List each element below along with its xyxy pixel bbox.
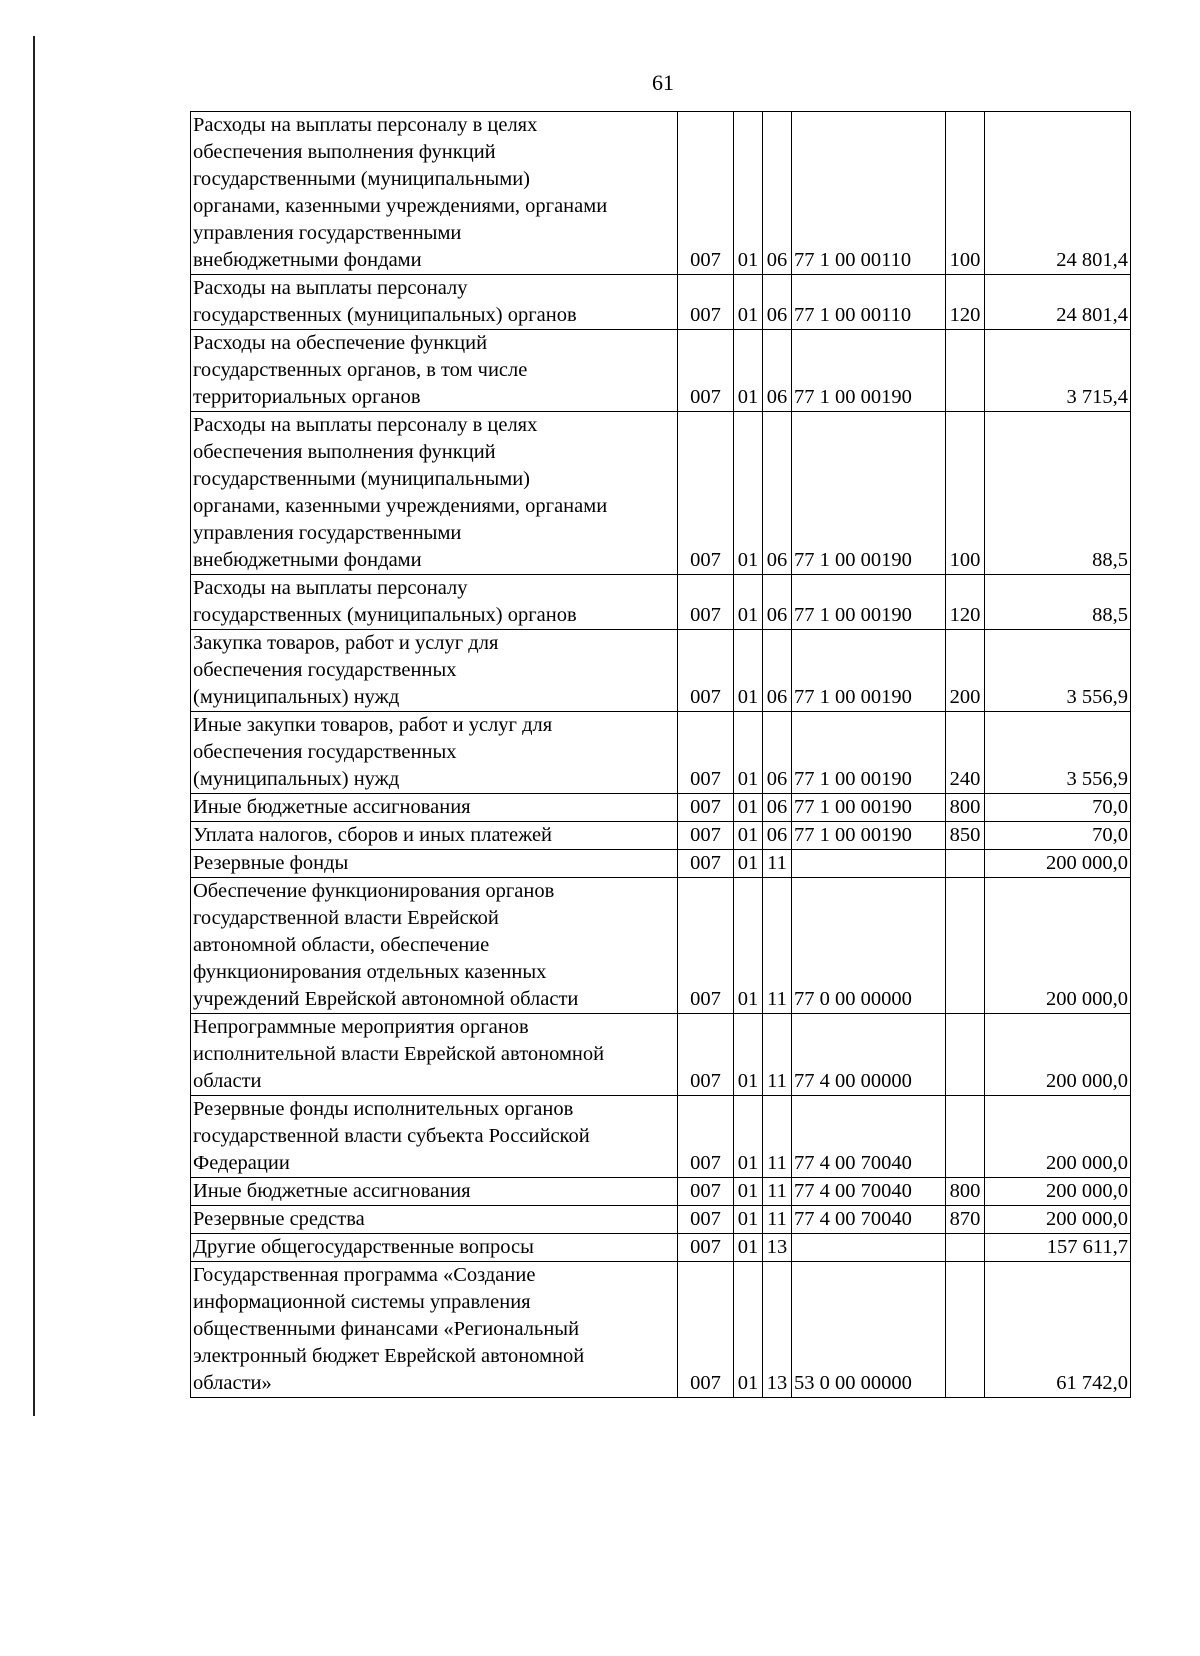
ministry-code-cell: 007 bbox=[678, 1262, 734, 1398]
amount-cell: 3 556,9 bbox=[985, 630, 1131, 712]
page-number: 61 bbox=[652, 70, 674, 95]
subsection-code-cell: 11 bbox=[763, 1096, 792, 1178]
expense-name-line: (муниципальных) нужд bbox=[193, 768, 400, 790]
table-row bbox=[191, 1262, 1131, 1398]
table-row bbox=[191, 850, 1131, 878]
section-code-cell: 01 bbox=[734, 630, 763, 712]
table-row bbox=[191, 794, 1131, 822]
expense-type-code-cell bbox=[946, 1014, 985, 1096]
expense-name-line: Государственная программа «Создание bbox=[193, 1264, 536, 1286]
subsection-code-cell: 06 bbox=[763, 112, 792, 275]
table-row bbox=[191, 1096, 1131, 1178]
expense-name-line: Резервные фонды исполнительных органов bbox=[193, 1098, 574, 1120]
expense-type-code-cell: 120 bbox=[946, 275, 985, 330]
table-row bbox=[191, 330, 1131, 412]
expense-type-code-cell: 100 bbox=[946, 112, 985, 275]
ministry-code-cell: 007 bbox=[678, 575, 734, 630]
expense-name-line: Уплата налогов, сборов и иных платежей bbox=[193, 824, 553, 846]
budget-table bbox=[190, 111, 1131, 1398]
target-article-code-cell: 77 1 00 00190 bbox=[792, 712, 946, 794]
section-code-cell: 01 bbox=[734, 712, 763, 794]
subsection-code-cell: 06 bbox=[763, 794, 792, 822]
table-row bbox=[191, 712, 1131, 794]
ministry-code-cell: 007 bbox=[678, 112, 734, 275]
expense-name-cell bbox=[191, 878, 678, 1014]
expense-name-cell bbox=[191, 630, 678, 712]
section-code-cell: 01 bbox=[734, 1014, 763, 1096]
amount-cell: 88,5 bbox=[985, 412, 1131, 575]
target-article-code-cell: 77 4 00 70040 bbox=[792, 1178, 946, 1206]
expense-type-code-cell: 870 bbox=[946, 1206, 985, 1234]
expense-name-line: области bbox=[193, 1070, 262, 1092]
expense-type-code-cell bbox=[946, 1234, 985, 1262]
expense-name-cell bbox=[191, 330, 678, 412]
expense-name-line: Расходы на выплаты персоналу в целях bbox=[193, 114, 538, 136]
left-margin-line bbox=[33, 36, 35, 1416]
ministry-code-cell: 007 bbox=[678, 712, 734, 794]
section-code-cell: 01 bbox=[734, 112, 763, 275]
ministry-code-cell: 007 bbox=[678, 822, 734, 850]
expense-name-line: (муниципальных) нужд bbox=[193, 686, 400, 708]
table-row bbox=[191, 112, 1131, 275]
target-article-code-cell: 77 1 00 00110 bbox=[792, 112, 946, 275]
expense-name-cell bbox=[191, 412, 678, 575]
expense-name-cell bbox=[191, 1096, 678, 1178]
subsection-code-cell: 06 bbox=[763, 330, 792, 412]
expense-name-line: Расходы на выплаты персоналу bbox=[193, 577, 468, 599]
expense-type-code-cell: 100 bbox=[946, 412, 985, 575]
budget-table-body bbox=[191, 112, 1131, 1398]
target-article-code-cell: 77 1 00 00190 bbox=[792, 630, 946, 712]
ministry-code-cell: 007 bbox=[678, 1014, 734, 1096]
amount-cell: 200 000,0 bbox=[985, 1014, 1131, 1096]
expense-type-code-cell: 800 bbox=[946, 1178, 985, 1206]
subsection-code-cell: 06 bbox=[763, 575, 792, 630]
expense-name-line: управления государственными bbox=[193, 522, 462, 544]
expense-name-cell bbox=[191, 1234, 678, 1262]
expense-type-code-cell bbox=[946, 330, 985, 412]
expense-type-code-cell: 120 bbox=[946, 575, 985, 630]
expense-name-line: государственных органов, в том числе bbox=[193, 359, 528, 381]
expense-name-line: Расходы на выплаты персоналу в целях bbox=[193, 414, 538, 436]
expense-name-cell bbox=[191, 794, 678, 822]
expense-name-line: государственной власти Еврейской bbox=[193, 907, 499, 929]
amount-cell: 88,5 bbox=[985, 575, 1131, 630]
amount-cell: 70,0 bbox=[985, 822, 1131, 850]
section-code-cell: 01 bbox=[734, 822, 763, 850]
expense-type-code-cell bbox=[946, 850, 985, 878]
amount-cell: 24 801,4 bbox=[985, 275, 1131, 330]
expense-name-line: Закупка товаров, работ и услуг для bbox=[193, 632, 499, 654]
expense-type-code-cell: 800 bbox=[946, 794, 985, 822]
amount-cell: 200 000,0 bbox=[985, 878, 1131, 1014]
expense-name-line: Обеспечение функционирования органов bbox=[193, 880, 555, 902]
target-article-code-cell: 77 4 00 70040 bbox=[792, 1206, 946, 1234]
ministry-code-cell: 007 bbox=[678, 630, 734, 712]
subsection-code-cell: 06 bbox=[763, 630, 792, 712]
expense-name-line: государственных (муниципальных) органов bbox=[193, 604, 577, 626]
target-article-code-cell: 53 0 00 00000 bbox=[792, 1262, 946, 1398]
ministry-code-cell: 007 bbox=[678, 850, 734, 878]
section-code-cell: 01 bbox=[734, 850, 763, 878]
expense-name-cell bbox=[191, 1206, 678, 1234]
expense-name-cell bbox=[191, 1262, 678, 1398]
expense-name-line: внебюджетными фондами bbox=[193, 249, 422, 271]
target-article-code-cell: 77 1 00 00190 bbox=[792, 330, 946, 412]
expense-name-line: Непрограммные мероприятия органов bbox=[193, 1016, 529, 1038]
subsection-code-cell: 11 bbox=[763, 1014, 792, 1096]
subsection-code-cell: 06 bbox=[763, 822, 792, 850]
target-article-code-cell bbox=[792, 850, 946, 878]
ministry-code-cell: 007 bbox=[678, 1234, 734, 1262]
subsection-code-cell: 06 bbox=[763, 275, 792, 330]
expense-name-line: информационной системы управления bbox=[193, 1291, 531, 1313]
subsection-code-cell: 06 bbox=[763, 412, 792, 575]
section-code-cell: 01 bbox=[734, 878, 763, 1014]
expense-name-line: Иные бюджетные ассигнования bbox=[193, 796, 471, 818]
expense-type-code-cell: 200 bbox=[946, 630, 985, 712]
table-row bbox=[191, 575, 1131, 630]
expense-name-line: внебюджетными фондами bbox=[193, 549, 422, 571]
expense-name-cell bbox=[191, 850, 678, 878]
expense-name-line: Резервные фонды bbox=[193, 852, 349, 874]
expense-name-cell bbox=[191, 275, 678, 330]
ministry-code-cell: 007 bbox=[678, 794, 734, 822]
table-row bbox=[191, 412, 1131, 575]
expense-name-line: учреждений Еврейской автономной области bbox=[193, 988, 579, 1010]
amount-cell: 24 801,4 bbox=[985, 112, 1131, 275]
expense-name-line: автономной области, обеспечение bbox=[193, 934, 490, 956]
expense-type-code-cell bbox=[946, 1096, 985, 1178]
expense-name-line: обеспечения государственных bbox=[193, 659, 457, 681]
table-row bbox=[191, 1234, 1131, 1262]
ministry-code-cell: 007 bbox=[678, 1178, 734, 1206]
subsection-code-cell: 11 bbox=[763, 878, 792, 1014]
ministry-code-cell: 007 bbox=[678, 275, 734, 330]
table-row bbox=[191, 1014, 1131, 1096]
amount-cell: 200 000,0 bbox=[985, 1178, 1131, 1206]
subsection-code-cell: 11 bbox=[763, 850, 792, 878]
target-article-code-cell: 77 4 00 70040 bbox=[792, 1096, 946, 1178]
ministry-code-cell: 007 bbox=[678, 1206, 734, 1234]
amount-cell: 200 000,0 bbox=[985, 1096, 1131, 1178]
target-article-code-cell: 77 1 00 00110 bbox=[792, 275, 946, 330]
expense-name-line: обеспечения государственных bbox=[193, 741, 457, 763]
target-article-code-cell: 77 1 00 00190 bbox=[792, 794, 946, 822]
table-row bbox=[191, 630, 1131, 712]
amount-cell: 70,0 bbox=[985, 794, 1131, 822]
amount-cell: 200 000,0 bbox=[985, 1206, 1131, 1234]
subsection-code-cell: 11 bbox=[763, 1206, 792, 1234]
expense-name-line: территориальных органов bbox=[193, 386, 421, 408]
expense-name-line: общественными финансами «Региональный bbox=[193, 1318, 580, 1340]
table-row bbox=[191, 878, 1131, 1014]
amount-cell: 3 715,4 bbox=[985, 330, 1131, 412]
table-row bbox=[191, 822, 1131, 850]
section-code-cell: 01 bbox=[734, 275, 763, 330]
target-article-code-cell: 77 1 00 00190 bbox=[792, 412, 946, 575]
subsection-code-cell: 13 bbox=[763, 1234, 792, 1262]
expense-name-line: Иные бюджетные ассигнования bbox=[193, 1180, 471, 1202]
target-article-code-cell: 77 0 00 00000 bbox=[792, 878, 946, 1014]
expense-name-line: исполнительной власти Еврейской автономной bbox=[193, 1043, 605, 1065]
section-code-cell: 01 bbox=[734, 1262, 763, 1398]
section-code-cell: 01 bbox=[734, 1096, 763, 1178]
expense-name-line: государственных (муниципальных) органов bbox=[193, 304, 577, 326]
subsection-code-cell: 13 bbox=[763, 1262, 792, 1398]
expense-name-line: Федерации bbox=[193, 1152, 290, 1174]
expense-name-line: управления государственными bbox=[193, 222, 462, 244]
expense-name-line: Расходы на выплаты персоналу bbox=[193, 277, 468, 299]
target-article-code-cell: 77 4 00 00000 bbox=[792, 1014, 946, 1096]
amount-cell: 3 556,9 bbox=[985, 712, 1131, 794]
section-code-cell: 01 bbox=[734, 412, 763, 575]
section-code-cell: 01 bbox=[734, 330, 763, 412]
expense-name-line: обеспечения выполнения функций bbox=[193, 141, 496, 163]
section-code-cell: 01 bbox=[734, 1206, 763, 1234]
table-row bbox=[191, 1206, 1131, 1234]
section-code-cell: 01 bbox=[734, 1234, 763, 1262]
expense-name-line: органами, казенными учреждениями, органами bbox=[193, 495, 608, 517]
expense-name-cell bbox=[191, 712, 678, 794]
expense-type-code-cell bbox=[946, 878, 985, 1014]
expense-name-cell bbox=[191, 1178, 678, 1206]
expense-name-line: области» bbox=[193, 1372, 272, 1394]
subsection-code-cell: 06 bbox=[763, 712, 792, 794]
expense-name-line: обеспечения выполнения функций bbox=[193, 441, 496, 463]
amount-cell: 200 000,0 bbox=[985, 850, 1131, 878]
expense-name-cell bbox=[191, 575, 678, 630]
ministry-code-cell: 007 bbox=[678, 412, 734, 575]
amount-cell: 61 742,0 bbox=[985, 1262, 1131, 1398]
expense-name-line: электронный бюджет Еврейской автономной bbox=[193, 1345, 585, 1367]
section-code-cell: 01 bbox=[734, 1178, 763, 1206]
expense-name-line: функционирования отдельных казенных bbox=[193, 961, 547, 983]
expense-name-line: государственными (муниципальными) bbox=[193, 468, 530, 490]
section-code-cell: 01 bbox=[734, 575, 763, 630]
target-article-code-cell bbox=[792, 1234, 946, 1262]
expense-type-code-cell: 240 bbox=[946, 712, 985, 794]
expense-name-line: Другие общегосударственные вопросы bbox=[193, 1236, 534, 1258]
section-code-cell: 01 bbox=[734, 794, 763, 822]
expense-name-line: органами, казенными учреждениями, органами bbox=[193, 195, 608, 217]
expense-name-line: Резервные средства bbox=[193, 1208, 365, 1230]
target-article-code-cell: 77 1 00 00190 bbox=[792, 822, 946, 850]
table-row bbox=[191, 1178, 1131, 1206]
expense-type-code-cell bbox=[946, 1262, 985, 1398]
ministry-code-cell: 007 bbox=[678, 878, 734, 1014]
ministry-code-cell: 007 bbox=[678, 330, 734, 412]
subsection-code-cell: 11 bbox=[763, 1178, 792, 1206]
expense-name-line: государственной власти субъекта Российской bbox=[193, 1125, 590, 1147]
expense-name-cell bbox=[191, 822, 678, 850]
target-article-code-cell: 77 1 00 00190 bbox=[792, 575, 946, 630]
expense-name-line: государственными (муниципальными) bbox=[193, 168, 530, 190]
expense-name-cell bbox=[191, 112, 678, 275]
amount-cell: 157 611,7 bbox=[985, 1234, 1131, 1262]
expense-name-line: Иные закупки товаров, работ и услуг для bbox=[193, 714, 553, 736]
ministry-code-cell: 007 bbox=[678, 1096, 734, 1178]
expense-name-line: Расходы на обеспечение функций bbox=[193, 332, 488, 354]
expense-name-cell bbox=[191, 1014, 678, 1096]
table-row bbox=[191, 275, 1131, 330]
expense-type-code-cell: 850 bbox=[946, 822, 985, 850]
